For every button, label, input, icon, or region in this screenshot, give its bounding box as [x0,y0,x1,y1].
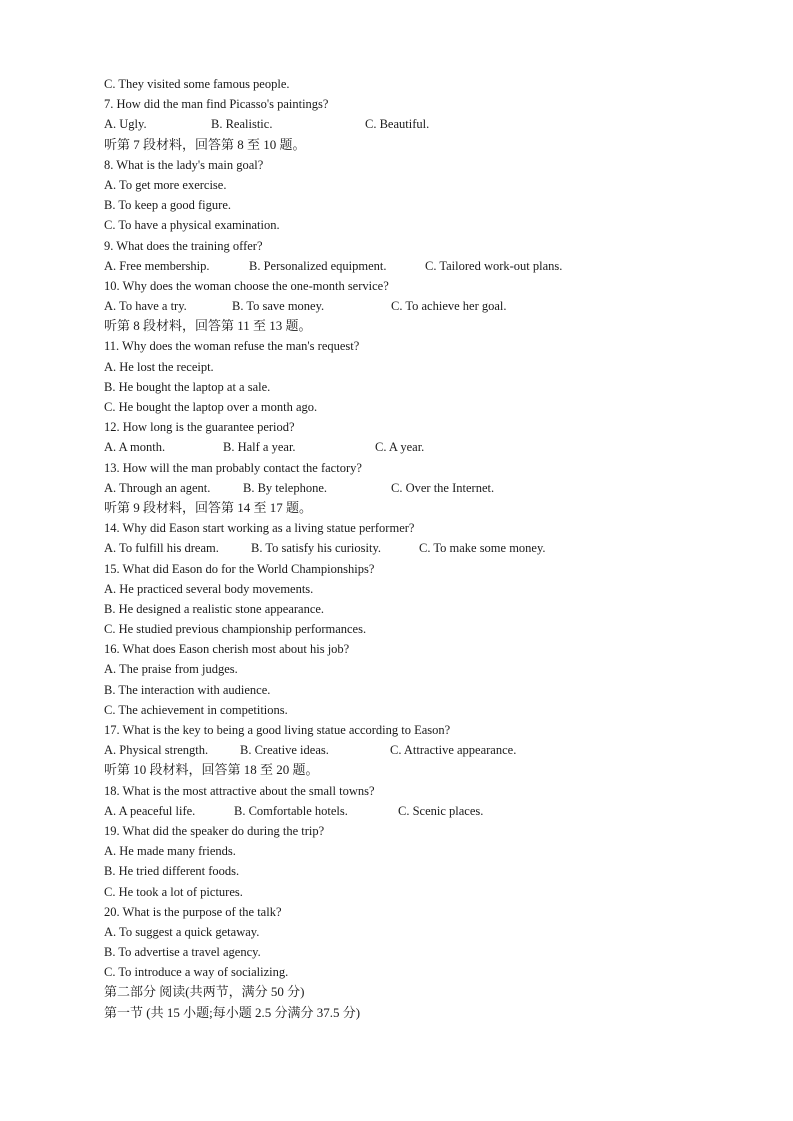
answer-options-row [104,256,744,276]
answer-option: C. To make some money. [419,541,546,556]
answer-option: B. To satisfy his curiosity. [251,541,382,556]
question-text: 20. What is the purpose of the talk? [104,904,282,919]
question-text: A. To suggest a quick getaway. [104,924,260,939]
question-text: 17. What is the key to being a good living statue according to Eason? [104,723,451,737]
question-text: B. He tried different foods. [104,864,240,879]
section-heading: 听第 10 段材料，回答第 18 至 20 题。 [104,762,319,778]
answer-option: B. To save money. [232,299,325,314]
answer-option: C. Tailored work-out plans. [425,258,563,273]
answer-options-row [104,437,744,457]
question-text: C. To introduce a way of socializing. [104,965,289,980]
answer-option: B. Creative ideas. [240,743,329,758]
question-text: 13. How will the man probably contact the factory? [104,460,362,475]
answer-option: C. Over the Internet. [391,480,495,495]
question-text: A. The praise from judges. [104,662,238,677]
question-text: C. They visited some famous people. [104,77,290,91]
question-text: 9. What does the training offer? [104,238,263,253]
question-text: 11. Why does the woman refuse the man's request? [104,339,360,354]
answer-options-row [104,114,744,134]
question-text: C. He studied previous championship performances. [104,622,367,637]
answer-option: B. Personalized equipment. [249,258,387,273]
question-text: 7. How did the man find Picasso's paintings? [104,97,329,112]
section-heading: 第一节 (共 15 小题;每小题 2.5 分满分 37.5 分) [104,1004,361,1020]
section-heading: 第二部分 阅读(共两节，满分 50 分) [104,984,305,1000]
answer-option: B. By telephone. [243,480,328,495]
answer-option: C. Attractive appearance. [390,743,517,758]
answer-option: A. Physical strength. [104,743,209,758]
answer-options-row [104,478,744,498]
section-heading: 听第 9 段材料，回答第 14 至 17 题。 [104,499,313,515]
answer-option: A. A month. [104,440,166,455]
answer-option: A. A peaceful life. [104,803,196,818]
question-text: 15. What did Eason do for the World Championships? [104,561,375,576]
question-text: 12. How long is the guarantee period? [104,420,295,435]
question-text: C. He bought the laptop over a month ago. [104,400,318,414]
answer-option: C. To achieve her goal. [391,299,507,314]
question-text: B. He designed a realistic stone appearance. [104,601,325,616]
question-text: B. To advertise a travel agency. [104,945,261,960]
question-text: 10. Why does the woman choose the one-month service? [104,278,389,293]
section-heading: 听第 7 段材料，回答第 8 至 10 题。 [104,136,306,152]
answer-option: B. Half a year. [223,440,296,455]
answer-option: A. To have a try. [104,299,187,314]
answer-option: C. Scenic places. [398,803,484,818]
answer-option: A. Free membership. [104,258,210,273]
question-text: 16. What does Eason cherish most about his job? [104,642,350,657]
answer-options-row [104,296,744,316]
answer-option: B. Realistic. [211,117,273,132]
question-text: A. He lost the receipt. [104,359,214,374]
answer-option: C. A year. [375,440,425,455]
section-heading: 听第 8 段材料，回答第 11 至 13 题。 [104,318,312,334]
question-text: 14. Why did Eason start working as a living statue performer? [104,521,415,536]
answer-option: A. To fulfill his dream. [104,541,219,556]
answer-options-row [104,740,744,760]
question-text: C. To have a physical examination. [104,218,280,233]
question-text: B. He bought the laptop at a sale. [104,379,271,394]
exam-page [104,74,744,1023]
question-text: 19. What did the speaker do during the trip? [104,823,325,838]
question-text: A. To get more exercise. [104,177,227,192]
question-text: C. He took a lot of pictures. [104,884,243,899]
question-text: 18. What is the most attractive about the small towns? [104,783,375,798]
answer-option: A. Through an agent. [104,480,211,495]
answer-option: A. Ugly. [104,117,147,132]
answer-option: C. Beautiful. [365,117,430,132]
answer-options-row [104,801,744,821]
answer-option: B. Comfortable hotels. [234,803,348,818]
question-text: A. He made many friends. [104,844,236,859]
question-text: B. To keep a good figure. [104,198,231,213]
question-text: C. The achievement in competitions. [104,702,288,717]
answer-options-row [104,538,744,558]
question-text: B. The interaction with audience. [104,682,271,697]
question-text: A. He practiced several body movements. [104,581,314,596]
question-text: 8. What is the lady's main goal? [104,157,264,172]
